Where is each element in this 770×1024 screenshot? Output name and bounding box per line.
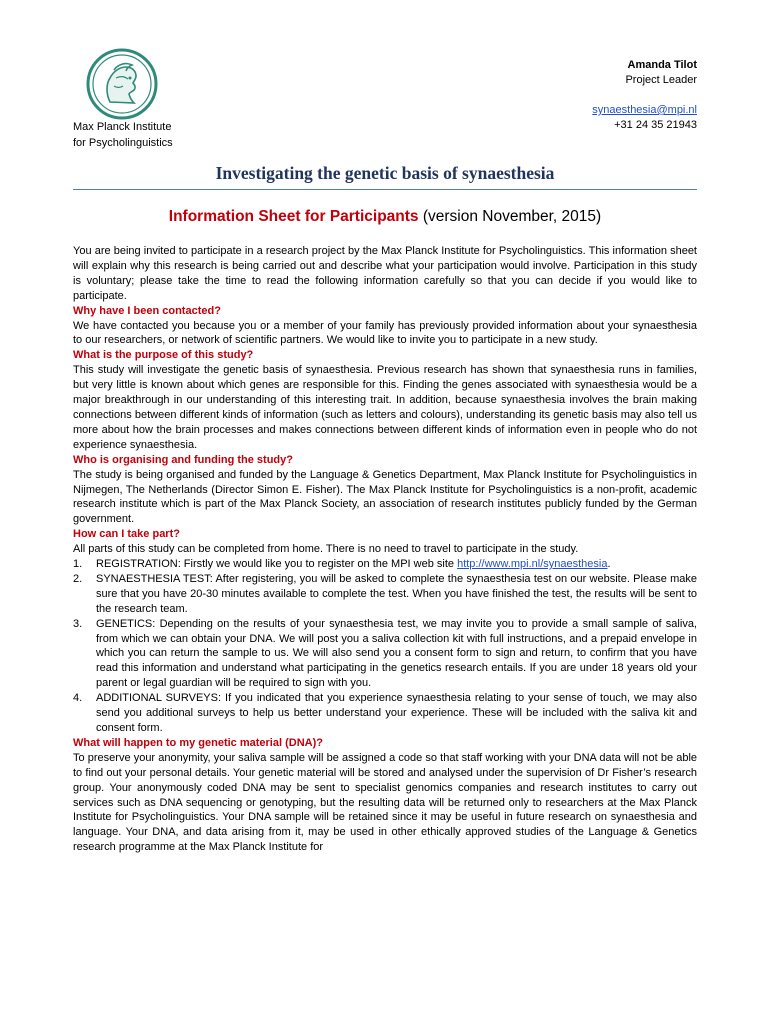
- list-item: [73, 691, 697, 736]
- paragraph-organising: The study is being organised and funded by the Language & Genetics Department, Max Planck Institute for Psycholinguistics in Nijmegen, The Netherlands (Director Simon E. Fisher). The Max Planck Institute for Psycholinguistics is a non-profit, academic research institute which is part of the Max Planck Society, an association of research institutes publicly funded by the German government.: [73, 468, 697, 526]
- list-text: GENETICS: Depending on the results of your synaesthesia test, we may invite you to provide a small sample of saliva, from which we can obtain your DNA. We will post you a saliva collection kit with full instructions, and a prepaid envelope in which you can return the sample to us. We will also send you a consent form to sign and return, to confirm that you have read this information and understand what participating in the genetics research entails. If you are under 18 years old your parent or legal guardian will be required to sign with you.: [96, 617, 697, 690]
- paragraph-purpose: This study will investigate the genetic basis of synaesthesia. Previous research has shown that synaesthesia runs in families, but very little is known about which genes are responsible for this. Finding the genes associated with synaesthesia would be a major breakthrough in our understanding of this interesting trait. In addition, because synaesthesia involves the brain making connections between different kinds of information (such as letters and colours), understanding its genetic basis may also tell us more about how the brain processes and makes connections between different kinds of information even in people who do not experience synaesthesia.: [73, 364, 697, 451]
- subtitle-version: (version November, 2015): [422, 208, 602, 225]
- registration-period: .: [607, 558, 611, 571]
- contact-email-link[interactable]: synaesthesia@mpi.nl: [592, 104, 697, 116]
- list-text: SYNAESTHESIA TEST: After registering, you will be asked to complete the synaesthesia test on our website. Please make sure that you have 20-30 minutes available to complete the test. When you have finished the test, the results will be sent to the research team.: [96, 572, 697, 615]
- heading-dna: What will happen to my genetic material (DNA)?: [73, 736, 323, 749]
- registration-text: REGISTRATION: Firstly we would like you to register on the MPI web site: [96, 558, 458, 571]
- list-number: 1.: [73, 558, 83, 571]
- list-item: [73, 557, 697, 572]
- contact-name: Amanda Tilot: [627, 59, 697, 71]
- institute-line-1: Max Planck Institute: [73, 121, 172, 133]
- subtitle-main: Information Sheet for Participants: [168, 208, 419, 225]
- registration-link[interactable]: http://www.mpi.nl/synaesthesia: [457, 558, 608, 571]
- list-number: 3.: [73, 617, 83, 630]
- list-text: [96, 557, 697, 572]
- list-text: ADDITIONAL SURVEYS: If you indicated that you experience synaesthesia relating to your sense of touch, we may also send you additional surveys to help us better understand your experience. These will be included with the saliva kit and consent form.: [96, 692, 697, 734]
- heading-organising: Who is organising and funding the study?: [73, 453, 293, 466]
- participation-steps-list: [73, 557, 697, 736]
- heading-purpose: What is the purpose of this study?: [73, 349, 254, 362]
- title-divider: [73, 189, 697, 190]
- institute-name: [73, 119, 173, 151]
- heading-contacted: Why have I been contacted?: [73, 304, 221, 317]
- minerva-seal-icon: [86, 48, 158, 120]
- institute-line-2: for Psycholinguistics: [73, 137, 173, 149]
- list-item: [73, 572, 697, 617]
- contact-role: Project Leader: [625, 74, 697, 86]
- heading-take-part: How can I take part?: [73, 528, 180, 541]
- document-subtitle: [73, 208, 697, 226]
- contact-block: [592, 58, 697, 133]
- paragraph-dna: To preserve your anonymity, your saliva sample will be assigned a code so that staff working with your DNA data will not be able to find out your personal details. Your genetic material will be stored and analysed under the supervision of Dr Fisher’s research group. Your anonymously coded DNA may be sent to specialist genomics companies and research institutes to carry out services such as DNA sequencing or genotyping, but the resulting data will be returned only to researchers at the Max Planck Institute for Psycholinguistics. Your DNA sample will be retained since it may be useful in future research on synaesthesia and language. Your DNA, and data arising from it, may be used in other ethically approved studies of the Language & Genetics research programme at the Max Planck Institute for: [73, 751, 697, 854]
- paragraph-contacted: We have contacted you because you or a member of your family has previously provided information about your synaesthesia to our researchers, or network of scientific partners. We would like to invite you to participate in a new study.: [73, 319, 697, 347]
- paragraph-take-part-intro: All parts of this study can be completed from home. There is no need to travel to participate in the study.: [73, 543, 579, 556]
- list-item: [73, 617, 697, 692]
- contact-phone: +31 24 35 21943: [614, 119, 697, 131]
- list-number: 4.: [73, 692, 83, 705]
- intro-paragraph: You are being invited to participate in a research project by the Max Planck Institute for Psycholinguistics. This information sheet will explain why this research is being carried out and describe what your participation would involve. Participation in this study is voluntary; please take the time to read the following information carefully so that you can decide if you would like to participate.: [73, 245, 697, 302]
- document-title: Investigating the genetic basis of synaesthesia: [215, 163, 555, 183]
- list-number: 2.: [73, 572, 83, 585]
- document-body: [73, 244, 697, 855]
